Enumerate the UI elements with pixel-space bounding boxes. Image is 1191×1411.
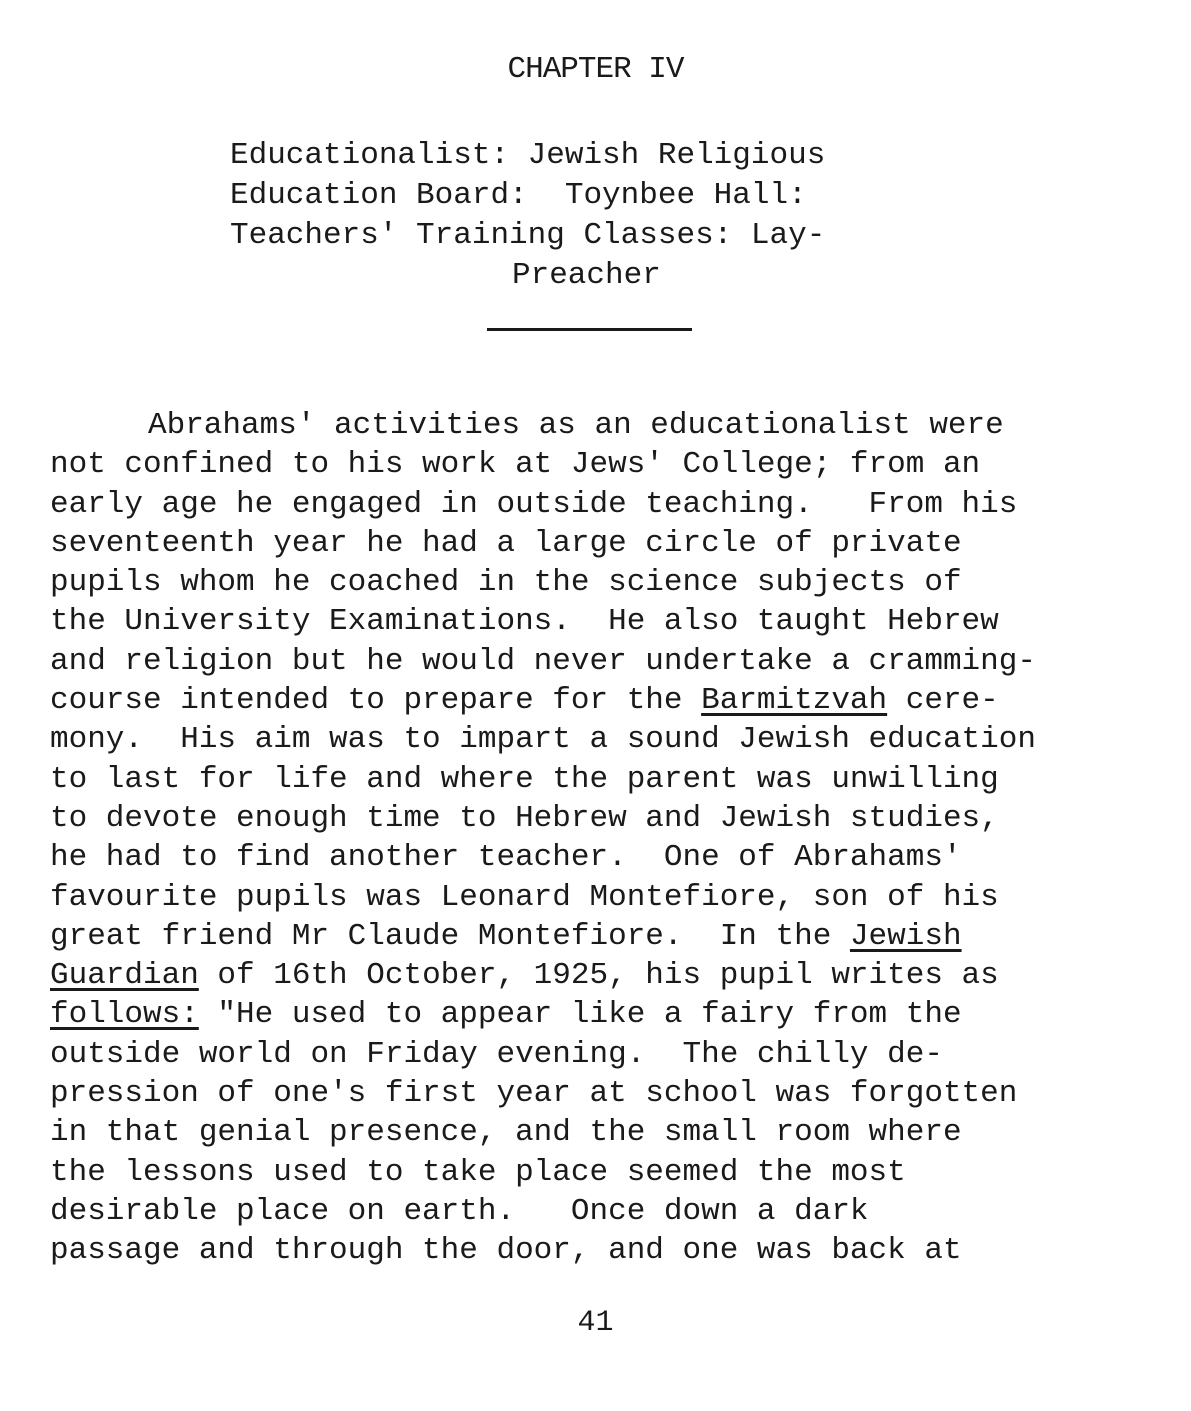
text-line — [50, 995, 1150, 1034]
text-line: the lessons used to take place seemed the most — [50, 1154, 906, 1190]
text-line: pression of one's first year at school was forgotten — [50, 1076, 1018, 1112]
text-line: to last for life and where the parent was unwilling — [50, 761, 999, 797]
subtitle-line: Education Board: Toynbee Hall: — [230, 178, 807, 213]
text-line: favourite pupils was Leonard Montefiore, son of his — [50, 879, 999, 915]
text-segment: "He used to appear like a fairy from the — [198, 997, 962, 1033]
text-line: the University Examinations. He also taught Hebrew — [50, 604, 999, 640]
page-number: 41 — [577, 1306, 614, 1340]
text-line: pupils whom he coached in the science subjects of — [50, 565, 962, 601]
text-line: mony. His aim was to impart a sound Jewish education — [50, 722, 1036, 758]
underlined-term: Guardian — [50, 958, 199, 994]
text-line: seventeenth year he had a large circle of private — [50, 525, 962, 561]
text-segment: of 16th October, 1925, his pupil writes as — [198, 958, 999, 994]
text-segment: great friend Mr Claude Montefiore. In the — [50, 918, 850, 954]
text-line — [50, 917, 1150, 956]
section-divider — [487, 328, 692, 331]
text-line: passage and through the door, and one was back at — [50, 1233, 962, 1269]
text-line — [50, 956, 1150, 995]
underlined-term: Jewish — [849, 918, 962, 954]
subtitle-line: Educationalist: Jewish Religious — [230, 138, 826, 173]
subtitle-line: Preacher — [512, 258, 661, 293]
chapter-subtitle — [230, 136, 930, 296]
text-line: to devote enough time to Hebrew and Jewish studies, — [50, 800, 999, 836]
text-line — [50, 681, 1150, 720]
text-line: not confined to his work at Jews' College; from an — [50, 447, 981, 483]
underlined-term: follows: — [50, 997, 199, 1033]
text-line: and religion but he would never undertake a cramming- — [50, 643, 1036, 679]
text-line: outside world on Friday evening. The chilly de- — [50, 1036, 943, 1072]
underlined-term: Barmitzvah — [701, 683, 888, 719]
text-segment: cere- — [887, 683, 999, 719]
chapter-heading: CHAPTER IV — [507, 52, 684, 87]
text-line: Abrahams' activities as an educationalist were — [148, 408, 1004, 443]
body-paragraph — [50, 406, 1150, 1271]
subtitle-line: Teachers' Training Classes: Lay- — [230, 218, 826, 253]
text-line: he had to find another teacher. One of Abrahams' — [50, 840, 962, 876]
text-line: desirable place on earth. Once down a dark — [50, 1193, 869, 1229]
text-line: early age he engaged in outside teaching. From his — [50, 486, 1018, 522]
text-line: in that genial presence, and the small room where — [50, 1115, 962, 1151]
text-segment: course intended to prepare for the — [50, 683, 702, 719]
